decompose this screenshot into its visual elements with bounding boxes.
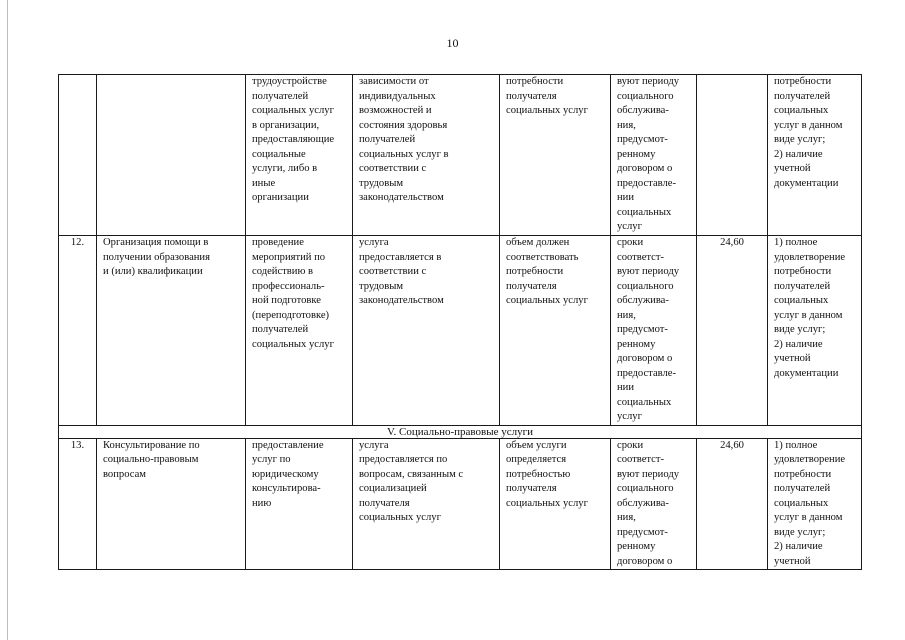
service-description-cell: трудоустройстве получателей социальных услуг в организации, предоставляющие социальные услуги, либо в иные организации	[246, 75, 353, 236]
service-cost-cell: 24,60	[697, 438, 768, 570]
service-description-cell: предоставление услуг по юридическому консультирова- нию	[246, 438, 353, 570]
section-heading: V. Социально-правовые услуги	[59, 425, 862, 438]
table-row-continued	[59, 75, 862, 236]
service-name-cell: Консультирование по социально-правовым вопросам	[97, 438, 246, 570]
scan-edge-line	[7, 0, 8, 640]
service-volume-cell: объем услуги определяется потребностью получателя социальных услуг	[500, 438, 611, 570]
service-terms-cell: вуют периоду социального обслужива- ния, предусмот- ренному договором о предоставле- нии социальных услуг	[611, 75, 697, 236]
service-name-cell	[97, 75, 246, 236]
service-criteria-cell: потребности получателей социальных услуг в данном виде услуг; 2) наличие учетной документации	[768, 75, 862, 236]
service-cost-cell: 24,60	[697, 236, 768, 426]
service-volume-cell: объем должен соответствовать потребности получателя социальных услуг	[500, 236, 611, 426]
service-name-cell: Организация помощи в получении образования и (или) квалификации	[97, 236, 246, 426]
row-number-cell	[59, 75, 97, 236]
row-number-cell: 12.	[59, 236, 97, 426]
services-table	[58, 74, 862, 570]
service-cost-cell	[697, 75, 768, 236]
service-volume-cell: потребности получателя социальных услуг	[500, 75, 611, 236]
service-conditions-cell: услуга предоставляется по вопросам, связанным с социализацией получателя социальных услуг	[353, 438, 500, 570]
row-number-cell: 13.	[59, 438, 97, 570]
page-number: 10	[446, 36, 459, 50]
service-criteria-cell: 1) полное удовлетворение потребности получателей социальных услуг в данном виде услуг; 2) наличие учетной	[768, 438, 862, 570]
service-description-cell: проведение мероприятий по содействию в профессиональ- ной подготовке (переподготовке) получателей социальных услуг	[246, 236, 353, 426]
service-terms-cell: сроки соответст- вуют периоду социального обслужива- ния, предусмот- ренному договором о	[611, 438, 697, 570]
table-row-13	[59, 438, 862, 570]
service-conditions-cell: услуга предоставляется в соответствии с трудовым законодательством	[353, 236, 500, 426]
service-conditions-cell: зависимости от индивидуальных возможностей и состояния здоровья получателей социальных услуг в соответствии с трудовым законодательством	[353, 75, 500, 236]
table-row-12	[59, 236, 862, 426]
section-heading-row	[59, 425, 862, 438]
service-criteria-cell: 1) полное удовлетворение потребности получателей социальных услуг в данном виде услуг; 2) наличие учетной документации	[768, 236, 862, 426]
service-terms-cell: сроки соответст- вуют периоду социального обслужива- ния, предусмот- ренному договором о предоставле- нии социальных услуг	[611, 236, 697, 426]
